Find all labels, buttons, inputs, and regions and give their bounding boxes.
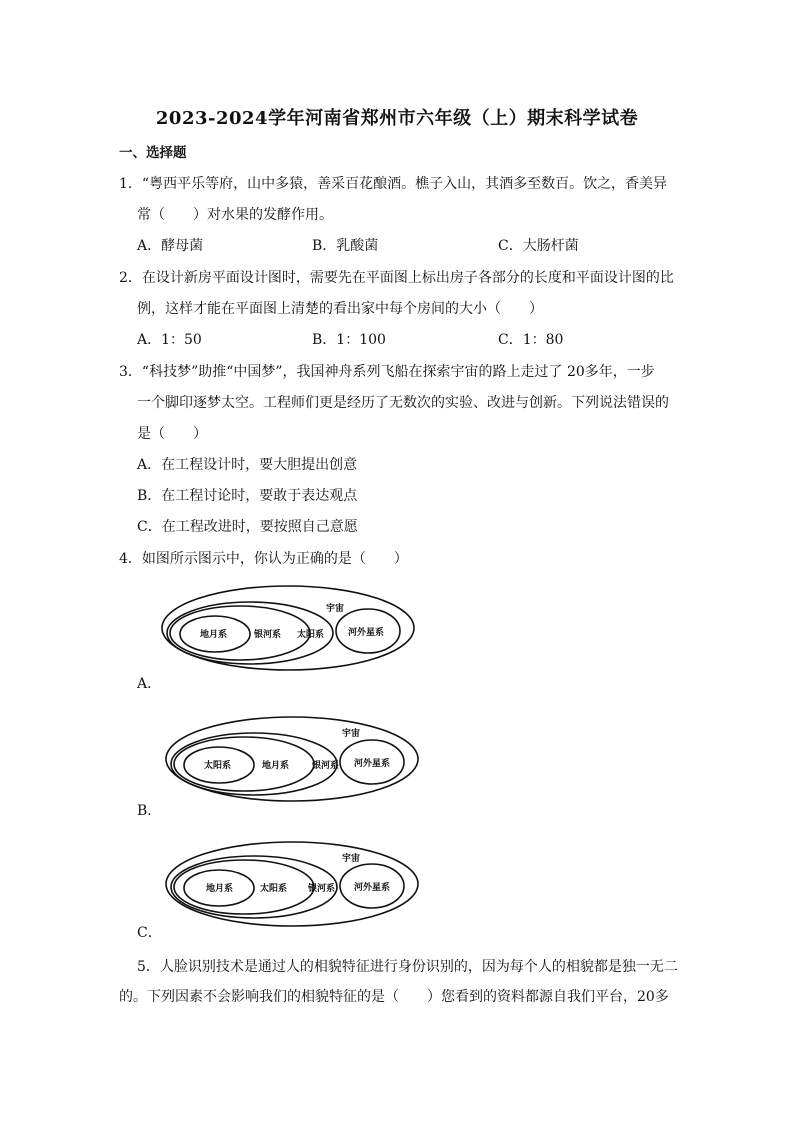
q5-stem-line1: 5．人脸识别技术是通过人的相貌特征进行身份识别的，因为每个人的相貌都是独一无二	[137, 959, 678, 975]
q4-stem: 4．如图所示图示中，你认为正确的是（ ）	[119, 551, 408, 567]
inner-label-3: 银河系	[308, 884, 336, 894]
inner-label-1: 太阳系	[204, 761, 232, 771]
q4-option-a-label: A．	[137, 676, 162, 692]
q3-option-a: A．在工程设计时，要大胆提出创意	[137, 457, 358, 473]
universe-label: 宇宙	[342, 729, 361, 739]
middle-ellipse	[170, 606, 310, 660]
q3-option-b: B．在工程讨论时，要敢于表达观点	[137, 488, 358, 504]
inner-label-1: 地月系	[206, 884, 234, 894]
q1-option-a: A．酵母菌	[137, 238, 204, 254]
q3-stem-line3: 是（ ）	[137, 426, 207, 442]
q1-stem-line1: 1．“粤西平乐等府，山中多猿，善采百花酿酒。樵子入山，其酒多至数百。饮之，香美异	[119, 176, 668, 192]
diagram-c	[164, 836, 424, 926]
q2-option-b: B．1：100	[312, 332, 386, 348]
q3-stem-line1: 3．“科技梦”助推“中国梦”，我国神舟系列飞船在探索宇宙的路上走过了 20多年，一步	[119, 364, 655, 380]
universe-label: 宇宙	[342, 854, 361, 864]
inner-label-2: 银河系	[254, 630, 282, 640]
inner-label-3: 太阳系	[297, 630, 325, 640]
q4-option-b-label: B．	[137, 803, 162, 819]
q4-option-c-label: C．	[137, 925, 162, 941]
other-galaxies-label: 河外星系	[348, 628, 385, 638]
inner-label-3: 银河系	[312, 761, 340, 771]
q2-stem-line1: 2．在设计新房平面设计图时，需要先在平面图上标出房子各部分的长度和平面设计图的比	[119, 270, 674, 286]
universe-label: 宇宙	[326, 604, 345, 614]
q1-option-b: B．乳酸菌	[312, 238, 379, 254]
q1-stem-line2: 常（ ）对水果的发酵作用。	[137, 207, 333, 223]
other-galaxies-label: 河外星系	[354, 883, 391, 893]
middle-ellipse	[174, 737, 314, 791]
q2-stem-line2: 例，这样才能在平面图上清楚的看出家中每个房间的大小（ ）	[137, 301, 543, 317]
q5-stem-line2: 的。下列因素不会影响我们的相貌特征的是（ ）	[119, 989, 441, 1005]
inner-label-2: 地月系	[262, 761, 290, 771]
q3-stem-line2: 一个脚印逐梦太空。工程师们更是经历了无数次的实验、改进与创新。下列说法错误的	[137, 395, 669, 411]
other-galaxies-label: 河外星系	[354, 759, 391, 769]
q2-option-c: C．1：80	[498, 332, 564, 348]
inner-label-2: 太阳系	[260, 884, 288, 894]
q2-option-a: A．1：50	[137, 332, 202, 348]
middle-ellipse	[174, 860, 314, 914]
section-heading: 一、选择题	[119, 145, 187, 161]
exam-title: 2023-2024学年河南省郑州市六年级（上）期末科学试卷	[155, 108, 639, 129]
diagram-a	[160, 583, 420, 673]
inner-label-1: 地月系	[200, 630, 228, 640]
q1-option-c: C．大肠杆菌	[498, 238, 579, 254]
q3-option-c: C．在工程改进时，要按照自己意愿	[137, 519, 358, 535]
diagram-b	[164, 714, 424, 804]
watermark-text: 您看到的资料都源自我们平台，20多	[441, 989, 669, 1005]
